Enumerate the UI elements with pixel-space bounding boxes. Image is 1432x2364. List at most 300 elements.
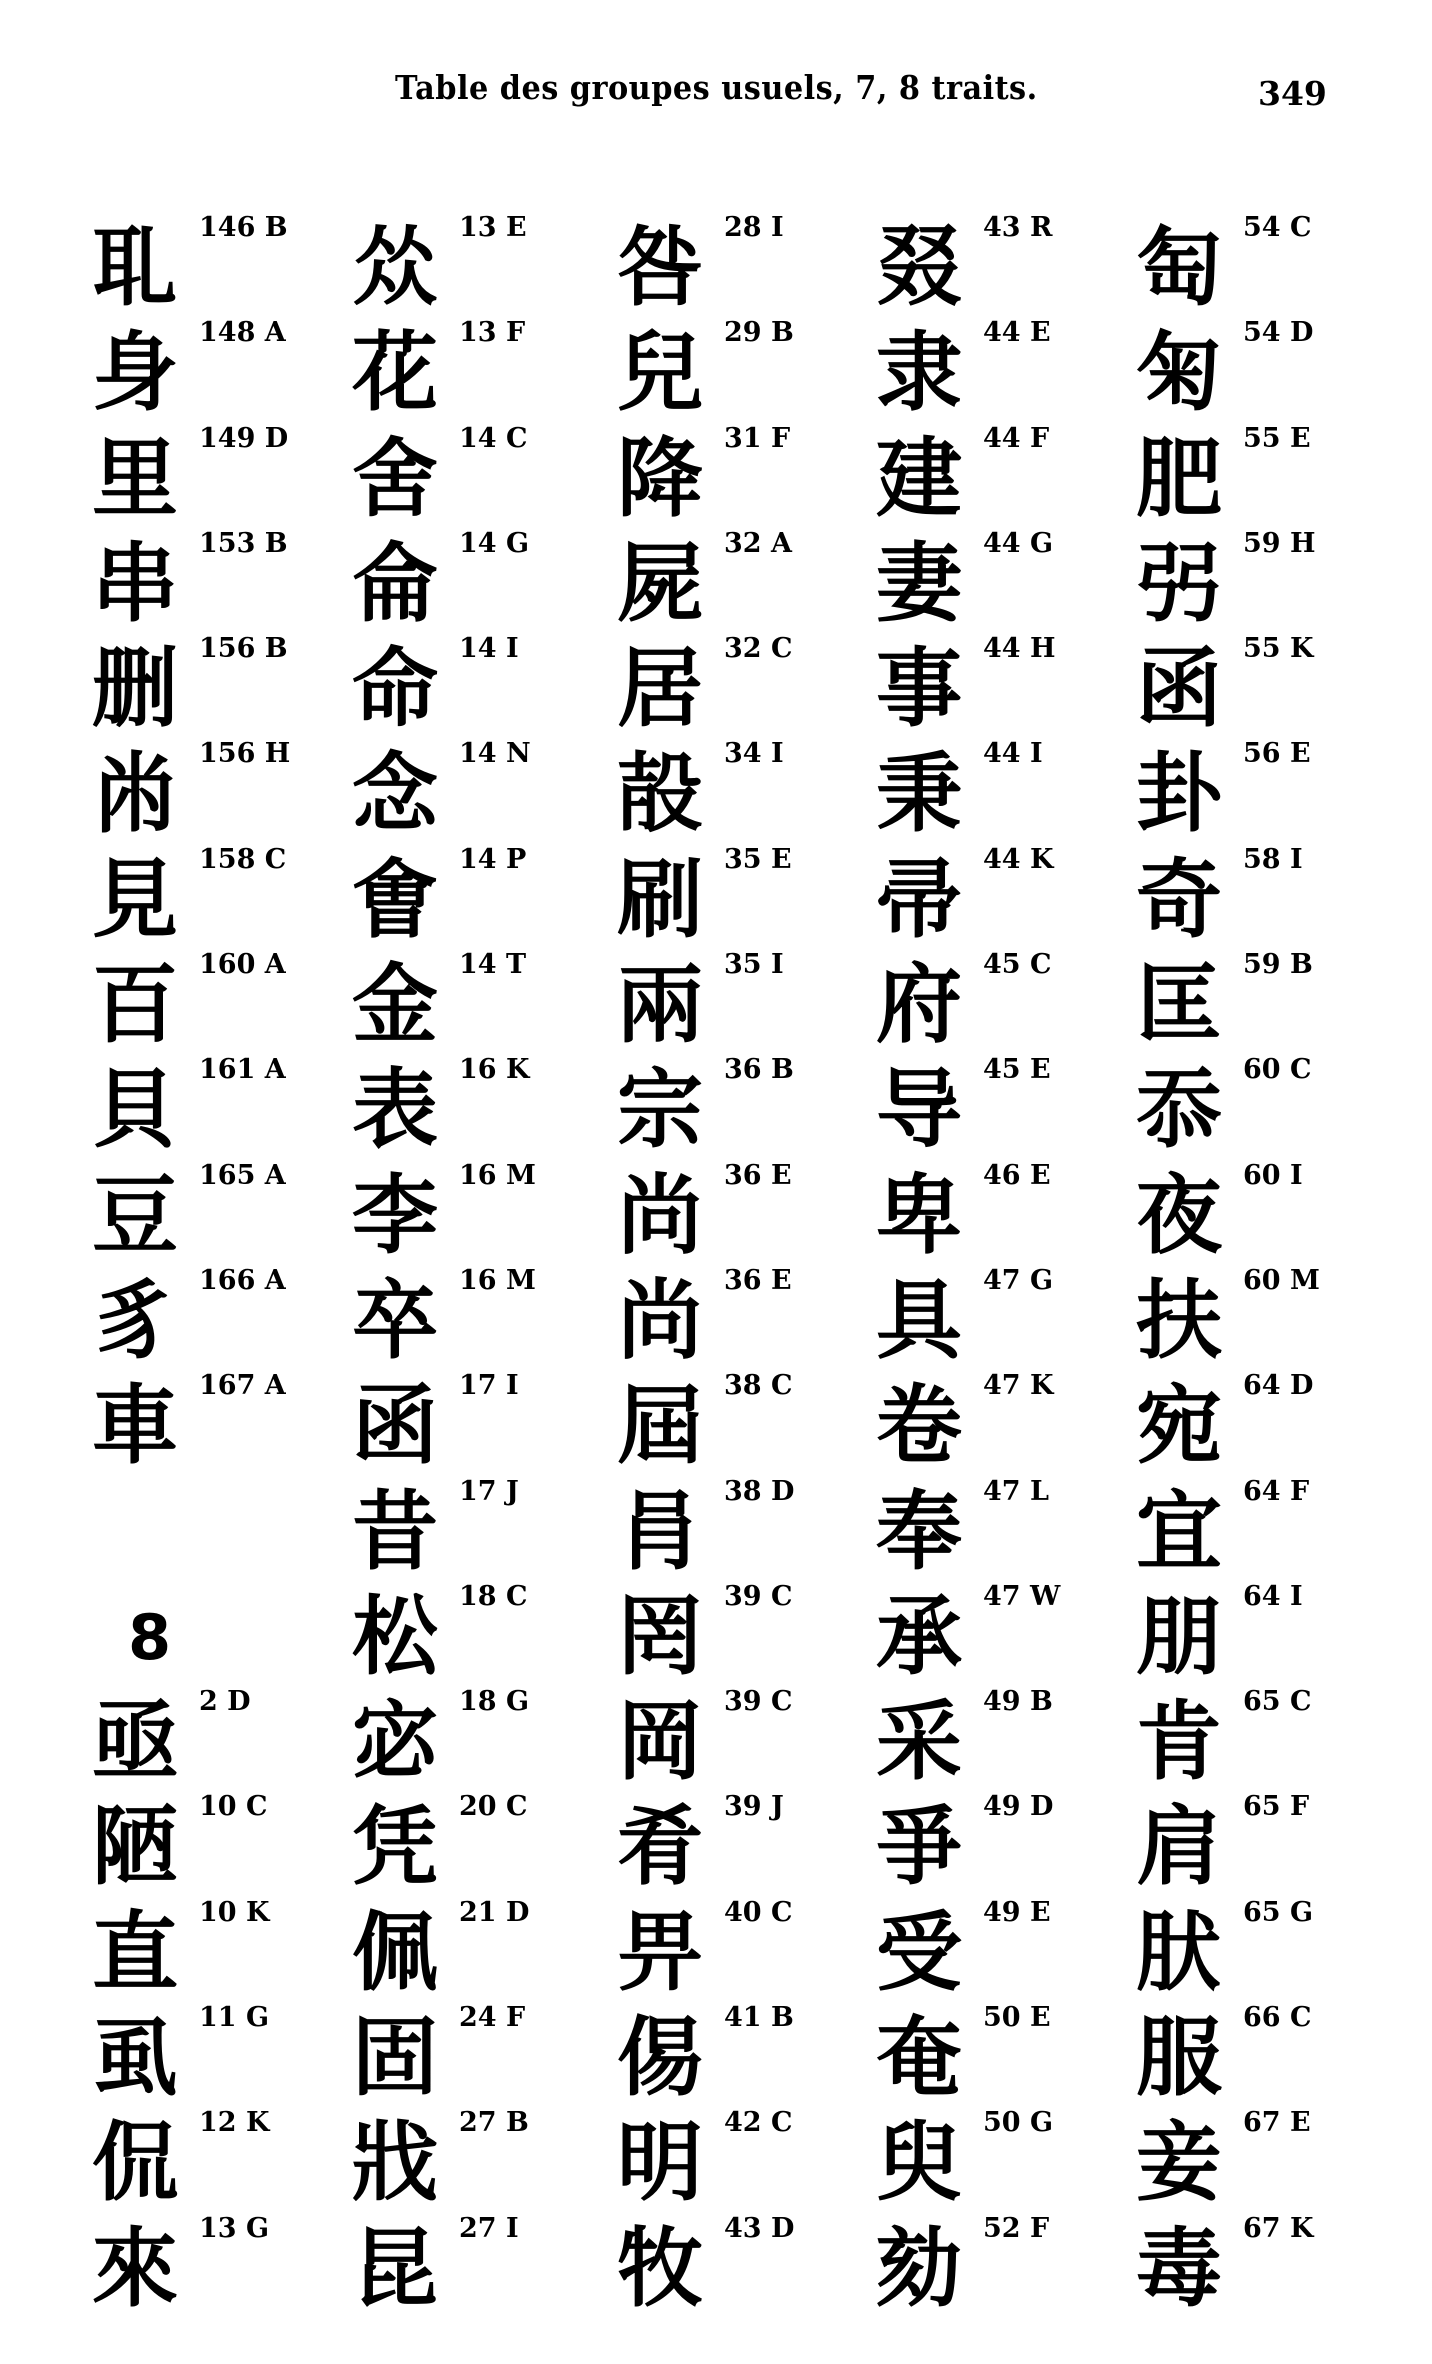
reference-code: 65 C — [1243, 1686, 1312, 1718]
table-row — [1136, 738, 1396, 843]
character-glyph: 建 — [876, 428, 962, 529]
character-glyph: 刷 — [617, 849, 703, 950]
table-row — [1136, 1160, 1396, 1265]
reference-code: 64 I — [1243, 1580, 1303, 1612]
character-glyph: 匡 — [1136, 955, 1222, 1056]
table-column — [92, 212, 352, 2318]
reference-code: 14 P — [459, 843, 527, 875]
character-glyph: 叕 — [876, 218, 962, 318]
reference-code: 42 C — [724, 2107, 793, 2139]
reference-code: 31 F — [724, 422, 791, 454]
reference-code: 49 B — [983, 1686, 1053, 1718]
character-glyph: 戕 — [352, 2113, 438, 2214]
character-glyph: 虱 — [92, 2008, 178, 2109]
reference-code: 56 E — [1243, 738, 1311, 770]
character-glyph: 降 — [617, 428, 703, 529]
reference-code: 18 C — [459, 1580, 528, 1612]
table-row — [876, 1160, 1136, 1265]
table-column — [1136, 212, 1396, 2318]
character-glyph: 明 — [617, 2113, 703, 2214]
reference-code: 153 B — [199, 527, 288, 559]
character-glyph: 奉 — [876, 1481, 962, 1582]
character-glyph: 串 — [92, 533, 178, 634]
table-row — [617, 844, 877, 949]
character-glyph: 事 — [876, 639, 962, 740]
reference-code: 43 R — [983, 212, 1053, 243]
character-glyph: 兒 — [617, 323, 703, 424]
character-glyph: 秉 — [876, 744, 962, 845]
reference-code: 40 C — [724, 1896, 793, 1928]
character-glyph: 卦 — [1136, 744, 1222, 845]
character-glyph: 尚 — [617, 1270, 703, 1371]
character-glyph: 耴 — [92, 218, 178, 318]
reference-code: 41 B — [724, 2002, 794, 2034]
table-row — [92, 633, 352, 738]
character-glyph: 肰 — [1136, 1902, 1222, 2003]
table-row — [617, 2107, 877, 2212]
table-row — [1136, 212, 1396, 317]
table-row — [92, 1897, 352, 2002]
reference-code: 67 E — [1243, 2107, 1311, 2139]
character-glyph: 妻 — [876, 533, 962, 634]
table-row — [352, 528, 612, 633]
reference-code: 14 C — [459, 422, 528, 454]
reference-code: 67 K — [1243, 2212, 1314, 2244]
reference-code: 32 C — [724, 633, 793, 665]
table-row — [617, 1054, 877, 1159]
table-column — [876, 212, 1136, 2318]
character-glyph: 來 — [92, 2218, 178, 2319]
character-glyph: 受 — [876, 1902, 962, 2003]
character-glyph: 金 — [352, 955, 438, 1056]
reference-code: 44 I — [983, 738, 1043, 770]
table-row — [352, 2107, 612, 2212]
character-glyph: 豆 — [92, 1165, 178, 1266]
table-row — [617, 2002, 877, 2107]
reference-code: 49 D — [983, 1791, 1054, 1823]
reference-code: 39 C — [724, 1580, 793, 1612]
table-row — [617, 738, 877, 843]
table-row — [617, 1370, 877, 1475]
table-row — [617, 528, 877, 633]
character-glyph: 朋 — [1136, 1586, 1222, 1687]
reference-code: 35 E — [724, 843, 792, 875]
character-glyph: 府 — [876, 955, 962, 1056]
character-glyph: 李 — [352, 1165, 438, 1266]
reference-code: 34 I — [724, 738, 784, 770]
table-row — [352, 949, 612, 1054]
table-row — [352, 633, 612, 738]
character-glyph: 㑹 — [352, 849, 438, 950]
reference-code: 10 C — [199, 1791, 268, 1823]
table-row — [617, 317, 877, 422]
table-row — [876, 1581, 1136, 1686]
table-row — [92, 2002, 352, 2107]
table-row — [92, 317, 352, 422]
table-row — [876, 317, 1136, 422]
table-row — [352, 844, 612, 949]
table-row — [1136, 1791, 1396, 1896]
reference-code: 156 H — [199, 738, 291, 770]
table-row — [876, 1897, 1136, 2002]
table-row — [1136, 317, 1396, 422]
reference-code: 60 C — [1243, 1054, 1312, 1086]
table-row — [352, 1476, 612, 1581]
table-row — [617, 1686, 877, 1791]
reference-code: 55 K — [1243, 633, 1314, 665]
character-glyph: 表 — [352, 1060, 438, 1161]
character-glyph: 夜 — [1136, 1165, 1222, 1266]
reference-code: 166 A — [199, 1264, 286, 1296]
reference-code: 24 F — [459, 2002, 526, 2034]
character-glyph: 卒 — [352, 1270, 438, 1371]
page-number: 349 — [1258, 74, 1327, 113]
table-row — [352, 738, 612, 843]
character-glyph: 㡀 — [92, 744, 178, 845]
character-glyph: 昆 — [352, 2218, 438, 2319]
reference-code: 14 I — [459, 633, 519, 665]
reference-code: 36 B — [724, 1054, 794, 1086]
reference-code: 16 M — [459, 1264, 536, 1296]
character-glyph: 㑥 — [617, 2008, 703, 2109]
reference-code: 21 D — [459, 1896, 530, 1928]
reference-code: 160 A — [199, 949, 286, 981]
table-row — [876, 949, 1136, 1054]
page-header-title: Table des groupes usuels, 7, 8 traits. — [395, 68, 1038, 107]
table-row — [352, 1054, 612, 1159]
reference-code: 50 E — [983, 2002, 1051, 2034]
character-glyph: 服 — [1136, 2008, 1222, 2109]
reference-code: 39 C — [724, 1686, 793, 1718]
table-row — [1136, 1054, 1396, 1159]
character-glyph: 固 — [352, 2008, 438, 2109]
table-row — [876, 1791, 1136, 1896]
character-glyph: 删 — [92, 639, 178, 740]
reference-code: 28 I — [724, 212, 784, 243]
reference-code: 47 G — [983, 1264, 1054, 1296]
table-row — [617, 1791, 877, 1896]
character-glyph: 妾 — [1136, 2113, 1222, 2214]
table-row — [876, 1686, 1136, 1791]
table-row — [1136, 844, 1396, 949]
table-row — [92, 1370, 352, 1475]
character-glyph: 舍 — [352, 428, 438, 529]
reference-code: 39 J — [724, 1791, 784, 1823]
table-row — [1136, 528, 1396, 633]
reference-code: 44 F — [983, 422, 1050, 454]
table-row — [352, 1686, 612, 1791]
reference-code: 16 K — [459, 1054, 530, 1086]
reference-code: 64 F — [1243, 1475, 1310, 1507]
reference-code: 158 C — [199, 843, 287, 875]
table-row — [352, 1160, 612, 1265]
table-column — [617, 212, 877, 2318]
table-row — [876, 2002, 1136, 2107]
character-glyph: 松 — [352, 1586, 438, 1687]
reference-code: 36 E — [724, 1264, 792, 1296]
table-row — [617, 2213, 877, 2318]
table-row — [92, 212, 352, 317]
reference-code: 60 I — [1243, 1159, 1303, 1191]
character-glyph: 匊 — [1136, 323, 1222, 424]
reference-code: 149 D — [199, 422, 289, 454]
character-glyph: 宗 — [617, 1060, 703, 1161]
character-glyph: 身 — [92, 323, 178, 424]
reference-code: 13 F — [459, 317, 526, 349]
character-glyph: 导 — [876, 1060, 962, 1161]
character-glyph: 采 — [876, 1692, 962, 1793]
character-glyph: 侃 — [92, 2113, 178, 2214]
reference-code: 20 C — [459, 1791, 528, 1823]
reference-code: 161 A — [199, 1054, 286, 1086]
table-row — [1136, 423, 1396, 528]
table-row — [352, 1581, 612, 1686]
table-row — [876, 2107, 1136, 2212]
character-glyph: 里 — [92, 428, 178, 529]
spacer — [92, 1476, 352, 1581]
character-glyph: 百 — [92, 955, 178, 1056]
reference-code: 45 E — [983, 1054, 1051, 1086]
reference-code: 66 C — [1243, 2002, 1312, 2034]
reference-code: 60 M — [1243, 1264, 1320, 1296]
table-row — [617, 1476, 877, 1581]
table-row — [876, 423, 1136, 528]
character-glyph: 花 — [352, 323, 438, 424]
character-glyph: 岡 — [617, 1692, 703, 1793]
table-row — [352, 2213, 612, 2318]
table-row — [352, 2002, 612, 2107]
character-glyph: 兩 — [617, 955, 703, 1056]
table-row — [92, 1686, 352, 1791]
character-glyph: 函 — [352, 1376, 438, 1477]
reference-code: 65 F — [1243, 1791, 1310, 1823]
reference-code: 156 B — [199, 633, 288, 665]
reference-code: 32 A — [724, 527, 792, 559]
table-row — [1136, 1476, 1396, 1581]
character-glyph: 居 — [617, 639, 703, 740]
table-row — [1136, 1370, 1396, 1475]
character-glyph: 車 — [92, 1376, 178, 1477]
character-glyph: 牧 — [617, 2218, 703, 2319]
reference-code: 10 K — [199, 1896, 270, 1928]
character-glyph: 匋 — [1136, 218, 1222, 318]
reference-code: 44 K — [983, 843, 1054, 875]
character-glyph: 肥 — [1136, 428, 1222, 529]
character-glyph: 𠈌 — [352, 218, 438, 318]
character-glyph: 帚 — [876, 849, 962, 950]
reference-code: 167 A — [199, 1370, 286, 1402]
table-row — [1136, 1897, 1396, 2002]
character-glyph: 奄 — [876, 2008, 962, 2109]
character-glyph: 毒 — [1136, 2218, 1222, 2319]
character-glyph: 屍 — [617, 533, 703, 634]
reference-code: 27 I — [459, 2212, 519, 2244]
character-glyph: 宛 — [1136, 1376, 1222, 1477]
reference-code: 47 K — [983, 1370, 1054, 1402]
table-row — [92, 2107, 352, 2212]
reference-code: 17 J — [459, 1475, 519, 1507]
reference-code: 18 G — [459, 1686, 530, 1718]
character-glyph: 直 — [92, 1902, 178, 2003]
reference-code: 36 E — [724, 1159, 792, 1191]
table-row — [876, 844, 1136, 949]
reference-code: 146 B — [199, 212, 288, 243]
table-row — [92, 738, 352, 843]
character-glyph: 屆 — [617, 1376, 703, 1477]
character-glyph: 宜 — [1136, 1481, 1222, 1582]
character-glyph: 爭 — [876, 1797, 962, 1898]
character-glyph: 承 — [876, 1586, 962, 1687]
table-row — [617, 949, 877, 1054]
character-glyph: 罔 — [617, 1586, 703, 1687]
table-row — [352, 423, 612, 528]
reference-code: 38 D — [724, 1475, 795, 1507]
character-glyph: 劾 — [876, 2218, 962, 2319]
character-glyph: 肩 — [1136, 1797, 1222, 1898]
reference-code: 44 E — [983, 317, 1051, 349]
reference-code: 29 B — [724, 317, 794, 349]
character-glyph: 侖 — [352, 533, 438, 634]
reference-code: 12 K — [199, 2107, 270, 2139]
table-row — [1136, 949, 1396, 1054]
reference-code: 14 T — [459, 949, 527, 981]
character-glyph: 念 — [352, 744, 438, 845]
character-glyph: 肯 — [1136, 1692, 1222, 1793]
reference-code: 46 E — [983, 1159, 1051, 1191]
character-glyph: 具 — [876, 1270, 962, 1371]
table-row — [876, 1265, 1136, 1370]
table-row — [92, 423, 352, 528]
table-row — [876, 1476, 1136, 1581]
table-row — [1136, 1686, 1396, 1791]
table-row — [92, 2213, 352, 2318]
reference-code: 16 M — [459, 1159, 536, 1191]
reference-code: 27 B — [459, 2107, 529, 2139]
character-glyph: 貝 — [92, 1060, 178, 1161]
reference-code: 35 I — [724, 949, 784, 981]
reference-code: 47 L — [983, 1475, 1049, 1507]
table-row — [876, 1370, 1136, 1475]
table-row — [352, 1897, 612, 2002]
table-row — [92, 949, 352, 1054]
character-glyph: 弜 — [1136, 533, 1222, 634]
table-row — [92, 1265, 352, 1370]
table-row — [876, 528, 1136, 633]
table-row — [876, 1054, 1136, 1159]
character-glyph: 畀 — [617, 1902, 703, 2003]
reference-code: 13 E — [459, 212, 527, 243]
table-row — [617, 1897, 877, 2002]
reference-code: 14 N — [459, 738, 531, 770]
reference-code: 47 W — [983, 1580, 1061, 1612]
character-glyph: 咎 — [617, 218, 703, 318]
reference-code: 165 A — [199, 1159, 286, 1191]
character-glyph: 陋 — [92, 1797, 178, 1898]
reference-code: 54 D — [1243, 317, 1314, 349]
character-glyph: 見 — [92, 849, 178, 950]
character-glyph: 函 — [1136, 639, 1222, 740]
table-row — [617, 1160, 877, 1265]
table-row — [352, 1265, 612, 1370]
reference-code: 44 H — [983, 633, 1056, 665]
table-row — [617, 423, 877, 528]
table-row — [876, 633, 1136, 738]
table-row — [876, 738, 1136, 843]
character-glyph: 㱿 — [617, 744, 703, 845]
character-glyph: 豸 — [92, 1270, 178, 1371]
table-row — [1136, 633, 1396, 738]
character-glyph: 隶 — [876, 323, 962, 424]
reference-code: 44 G — [983, 527, 1054, 559]
character-glyph: 亟 — [92, 1692, 178, 1793]
character-glyph: 卑 — [876, 1165, 962, 1266]
reference-code: 148 A — [199, 317, 286, 349]
table-row — [1136, 2213, 1396, 2318]
table-row — [1136, 1265, 1396, 1370]
character-glyph: 扶 — [1136, 1270, 1222, 1371]
table-row — [352, 317, 612, 422]
character-glyph: 尚 — [617, 1165, 703, 1266]
table-row — [617, 1265, 877, 1370]
table-column — [352, 212, 612, 2318]
reference-code: 65 G — [1243, 1896, 1314, 1928]
character-glyph: 命 — [352, 639, 438, 740]
reference-code: 2 D — [199, 1686, 251, 1718]
table-row — [1136, 2107, 1396, 2212]
table-row — [352, 1791, 612, 1896]
reference-code: 54 C — [1243, 212, 1312, 243]
table-row — [1136, 1581, 1396, 1686]
reference-code: 64 D — [1243, 1370, 1314, 1402]
character-glyph: 肙 — [617, 1481, 703, 1582]
character-glyph: 佩 — [352, 1902, 438, 2003]
reference-code: 49 E — [983, 1896, 1051, 1928]
reference-code: 17 I — [459, 1370, 519, 1402]
character-glyph: 臾 — [876, 2113, 962, 2214]
reference-code: 43 D — [724, 2212, 795, 2244]
character-glyph: 宓 — [352, 1692, 438, 1793]
reference-code: 38 C — [724, 1370, 793, 1402]
reference-code: 45 C — [983, 949, 1052, 981]
reference-code: 58 I — [1243, 843, 1303, 875]
table-row — [1136, 2002, 1396, 2107]
table-row — [92, 1054, 352, 1159]
reference-code: 14 G — [459, 527, 530, 559]
reference-code: 59 B — [1243, 949, 1313, 981]
reference-code: 55 E — [1243, 422, 1311, 454]
section-number: 8 — [128, 1600, 172, 1674]
table-row — [352, 212, 612, 317]
reference-code: 11 G — [199, 2002, 270, 2034]
table-row — [876, 2213, 1136, 2318]
reference-code: 59 H — [1243, 527, 1316, 559]
reference-code: 13 G — [199, 2212, 270, 2244]
table-row — [92, 528, 352, 633]
reference-code: 52 F — [983, 2212, 1050, 2244]
character-glyph: 忝 — [1136, 1060, 1222, 1161]
table-row — [617, 1581, 877, 1686]
table-row — [352, 1370, 612, 1475]
table-row — [876, 212, 1136, 317]
character-glyph: 凭 — [352, 1797, 438, 1898]
table-row — [617, 633, 877, 738]
table-row — [617, 212, 877, 317]
character-glyph: 卷 — [876, 1376, 962, 1477]
section-heading — [92, 1581, 352, 1686]
table-row — [92, 1791, 352, 1896]
table-row — [92, 844, 352, 949]
character-glyph: 奇 — [1136, 849, 1222, 950]
